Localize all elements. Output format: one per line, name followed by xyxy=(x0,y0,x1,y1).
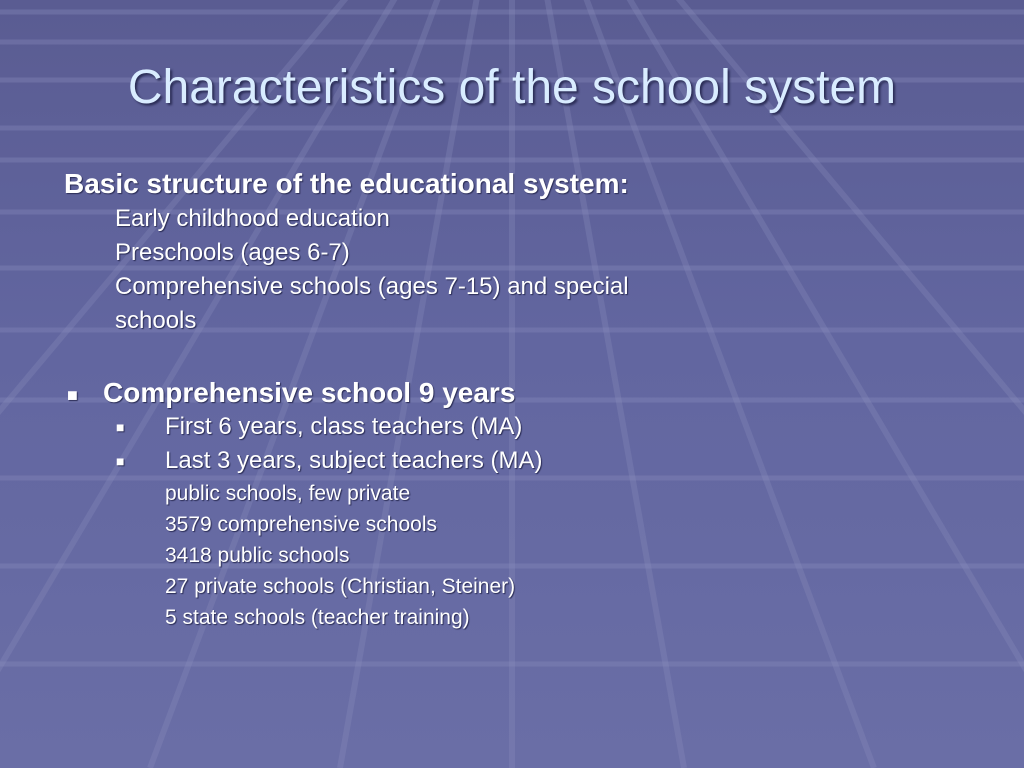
spacer xyxy=(64,338,964,376)
sub-bullet-label: Last 3 years, subject teachers (MA) xyxy=(165,447,543,474)
structure-heading: Basic structure of the educational system: xyxy=(64,168,629,199)
main-bullet-label: Comprehensive school 9 years xyxy=(103,377,516,408)
small-square-bullet-icon: ■ xyxy=(116,453,125,469)
sub-bullet xyxy=(64,410,964,444)
structure-item: Early childhood education xyxy=(115,205,390,232)
detail-line: 5 state schools (teacher training) xyxy=(165,606,470,629)
detail-line: public schools, few private xyxy=(165,482,411,505)
square-bullet-icon: ■ xyxy=(67,385,78,405)
small-square-bullet-icon: ■ xyxy=(116,419,125,435)
sub-bullet-label: First 6 years, class teachers (MA) xyxy=(165,413,523,440)
detail-line: 27 private schools (Christian, Steiner) xyxy=(165,575,516,598)
detail-line: 3418 public schools xyxy=(165,544,350,567)
slide-title: Characteristics of the school system xyxy=(127,61,897,114)
structure-item: schools xyxy=(115,307,197,334)
detail-line: 3579 comprehensive schools xyxy=(165,513,437,536)
structure-item: Preschools (ages 6-7) xyxy=(115,239,350,266)
main-bullet xyxy=(64,376,964,410)
structure-item: Comprehensive schools (ages 7-15) and special xyxy=(115,273,629,300)
slide-body xyxy=(64,166,964,633)
sub-bullet xyxy=(64,444,964,478)
